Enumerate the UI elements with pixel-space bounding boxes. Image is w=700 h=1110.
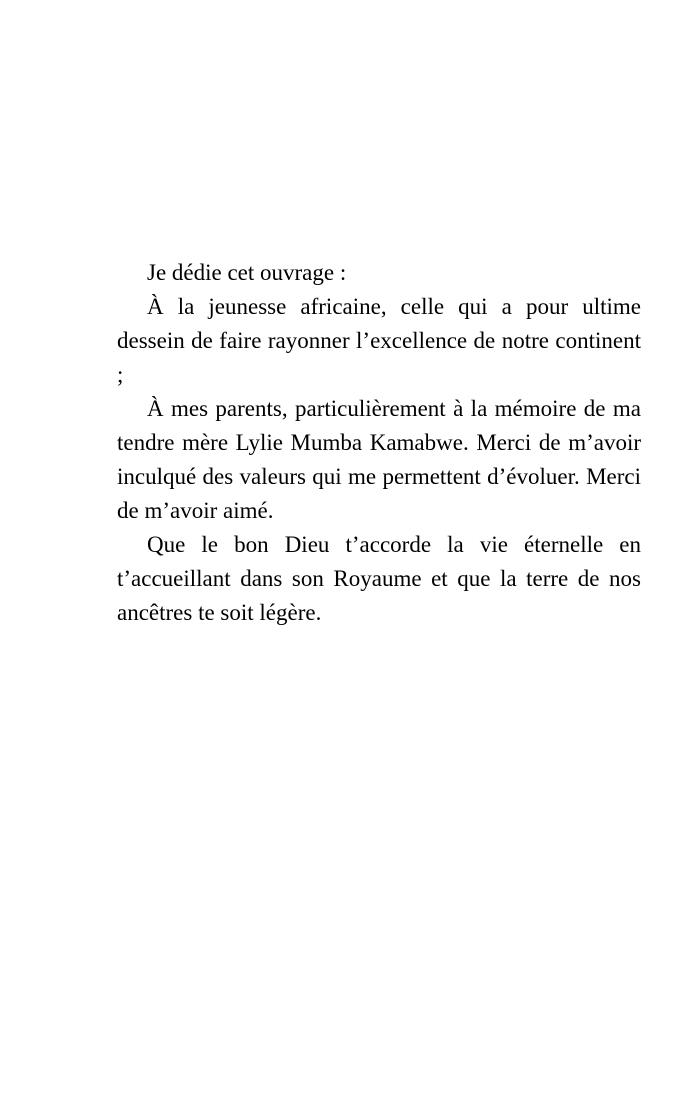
dedication-paragraph-prayer: Que le bon Dieu t’accorde la vie éternelle en t’accueillant dans son Royaume et que la terre de nos ancêtres te soit légère. [117,532,641,625]
dedication-paragraph-intro: Je dédie cet ouvrage : [147,260,347,285]
dedication-paragraph-parents: À mes parents, particulièrement à la mémoire de ma tendre mère Lylie Mumba Kamabwe. Merci de m’avoir inculqué des valeurs qui me permettent d’évoluer. Merci de m’avoir aimé. [117,396,641,523]
dedication-text [117,256,641,630]
dedication-paragraph-youth: À la jeunesse africaine, celle qui a pour ultime dessein de faire rayonner l’excellence de notre continent ; [117,294,641,387]
